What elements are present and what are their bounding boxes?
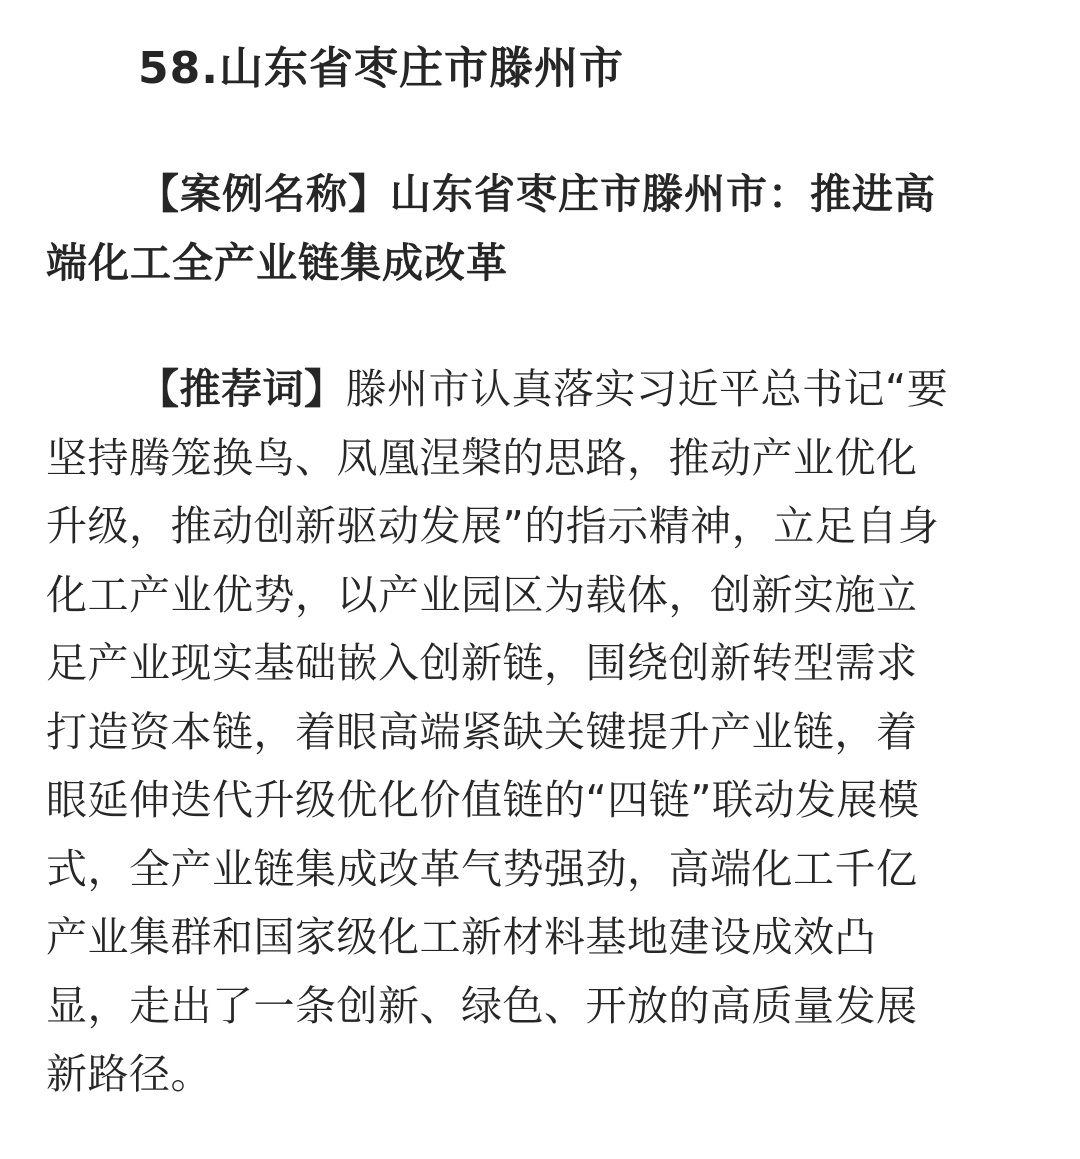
recommendation-text-4: 化工产业优势，以产业园区为载体，创新实施立 [46, 570, 918, 619]
recommendation-text-7: 眼延伸迭代升级优化价值链的“四链”联动发展模 [46, 776, 920, 824]
recommendation-label: 【推荐词】 [138, 365, 346, 413]
recommendation-text-8: 式，全产业链集成改革气势强劲，高端化工千亿 [46, 844, 918, 893]
recommendation-text-3: 升级，推动创新驱动发展”的指示精神，立足自身 [46, 502, 940, 550]
section-heading: 58.山东省枣庄市滕州市 [138, 43, 624, 94]
recommendation-line-1 [46, 355, 1034, 424]
recommendation-text-9: 产业集群和国家级化工新材料基地建设成效凸 [46, 913, 876, 961]
case-name-label: 【案例名称】 [138, 170, 390, 218]
case-name-text-1: 山东省枣庄市滕州市：推进高 [390, 170, 936, 218]
recommendation-text-6: 打造资本链，着眼高端紧缺关键提升产业链，着 [46, 707, 918, 756]
recommendation-text-1: 滕州市认真落实习近平总书记“要 [345, 365, 949, 413]
recommendation-text-2: 坚持腾笼换鸟、凤凰涅槃的思路，推动产业优化 [46, 433, 918, 482]
recommendation-paragraph [46, 355, 1034, 1109]
case-name-text-2: 端化工全产业链集成改革 [46, 239, 508, 287]
recommendation-text-10: 显，走出了一条创新、绿色、开放的高质量发展 [46, 981, 918, 1030]
recommendation-text-11: 新路径。 [46, 1050, 212, 1098]
recommendation-text-5: 足产业现实基础嵌入创新链，围绕创新转型需求 [46, 639, 918, 687]
case-name-paragraph [46, 160, 1034, 298]
case-name-line-1 [46, 160, 1034, 229]
